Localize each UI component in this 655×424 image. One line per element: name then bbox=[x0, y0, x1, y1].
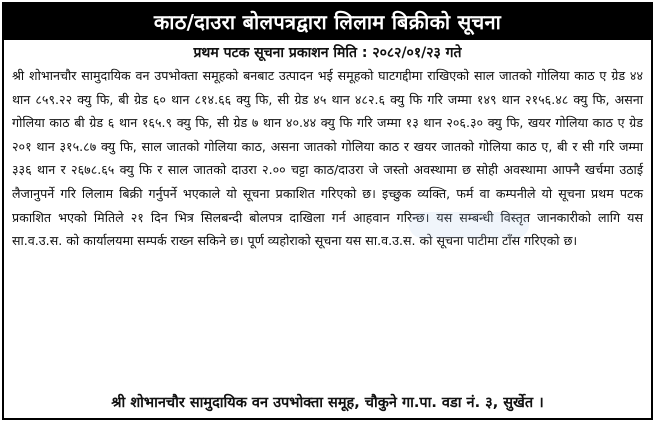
notice-body: श्री शोभानचौर सामुदायिक वन उपभोक्ता समूहको बनबाट उत्पादन भई समूहको घाटगद्दीमा राखिएको साल जातको गोलिया काठ ए ग्रेड ४४ थान ८५९.२२ क्यु फि, बी ग्रेड ६० थान ८१४.६६ क्यु फि, सी ग्रेड ४५ थान ४८२.६ क्यु फि गरि जम्मा १४९ थान २१५६.४८ क्यु फि, असना गोलिया काठ बी ग्रेड ६ थान १६५.९ क्यु फि, सी ग्रेड ७ थान ४०.४४ क्यु फि गरि जम्मा १३ थान २०६.३० क्यु फि, खयर गोलिया काठ ए ग्रेड २०१ थान ३१५.८७ क्यु फि, साल जातको गोलिया काठ, असना जातको गोलिया काठ र खयर जातको गोलिया काठ ए, बी र सी गरि जम्मा ३३६ थान र २६७८.६५ क्यु फि र साल जातको दाउरा २.०० चट्टा काठ/दाउरा जे जस्तो अवस्थामा छ सोही अवस्थामा आफ्नै खर्चमा उठाई लैजानुपर्ने गरि लिलाम बिक्री गर्नुपर्ने भएकाले यो सूचना प्रकाशित गरिएको छ। इच्छुक व्यक्ति, फर्म वा कम्पनीले यो सूचना प्रथम पटक प्रकाशित भएको मितिले २१ दिन भित्र सिलबन्दी बोलपत्र दाखिला गर्न आहवान गरिन्छ। यस सम्बन्धी विस्तृत जानकारीको लागि यस सा.व.उ.स. को कार्यालयमा सम्पर्क राख्न सकिने छ। पूर्ण व्यहोराको सूचना यस सा.व.उ.स. को सूचना पाटीमा टाँस गरिएको छ। bbox=[12, 68, 643, 249]
publication-date-heading: प्रथम पटक सूचना प्रकाशन मिति : २०८२/०१/२३ गते bbox=[193, 45, 462, 61]
notice-title: काठ/दाउरा बोलपत्रद्वारा लिलाम बिक्रीको सूचना bbox=[4, 4, 651, 40]
notice-signature: श्री शोभानचौर सामुदायिक वन उपभोक्ता समूह, चौकुने गा.पा. वडा नं. ३, सुर्खेत । bbox=[111, 395, 544, 411]
auction-notice bbox=[2, 2, 653, 420]
